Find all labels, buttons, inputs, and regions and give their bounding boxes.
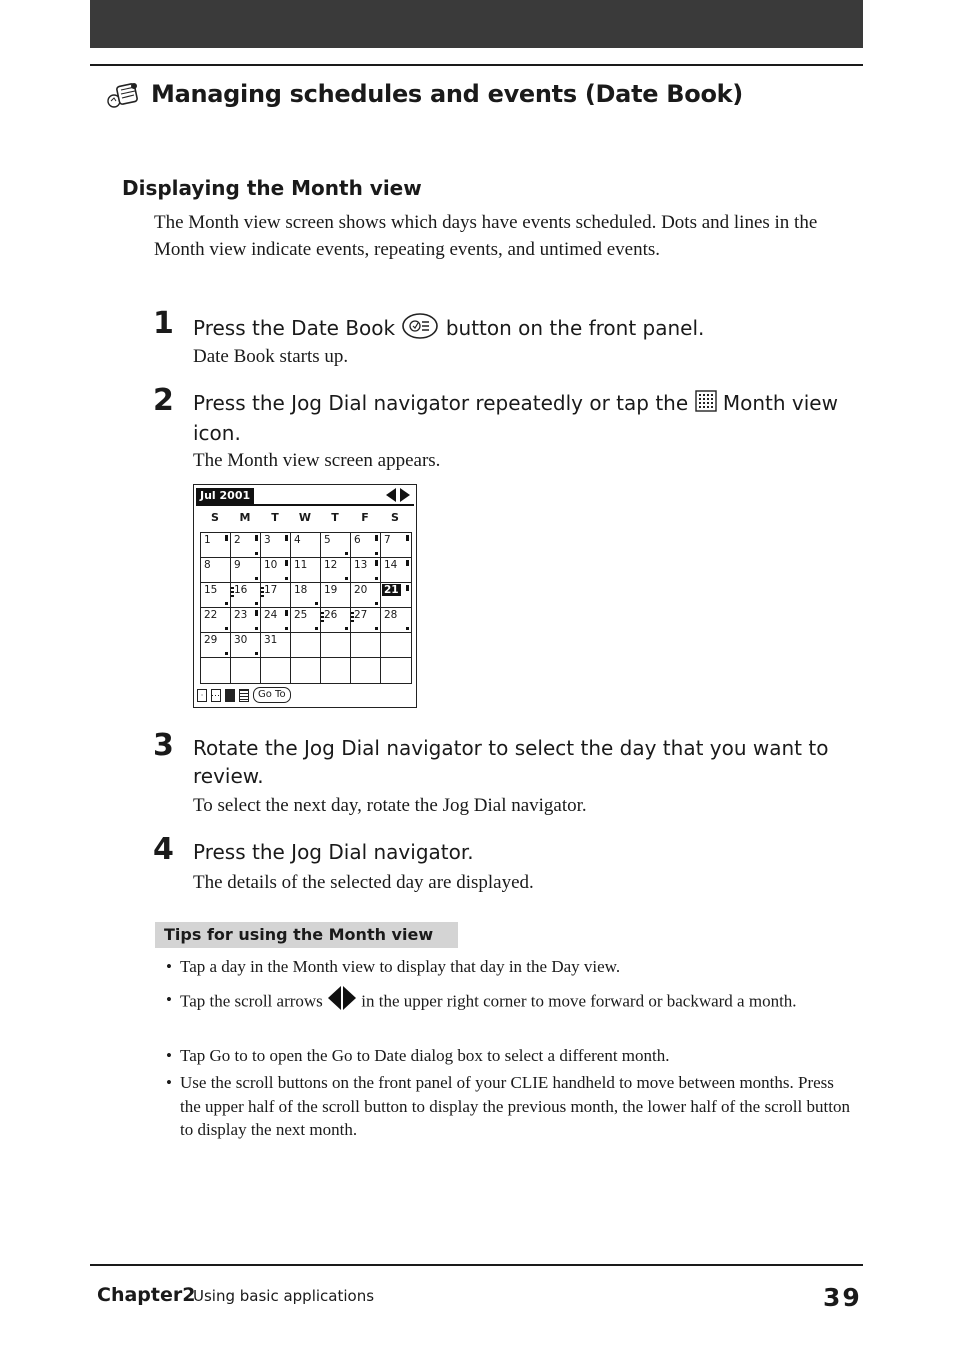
event-bar bbox=[285, 560, 288, 566]
tips-label: Tips for using the Month view bbox=[155, 922, 458, 948]
weekday-label: S bbox=[211, 511, 219, 524]
calendar-day[interactable] bbox=[321, 583, 351, 608]
intro-paragraph: The Month view screen shows which days have events scheduled. Dots and lines in the Month view indicate events, repeating events, and untimed events. bbox=[154, 212, 818, 260]
scroll-arrows-icon bbox=[327, 985, 357, 1020]
event-dot bbox=[225, 602, 228, 605]
calendar-day[interactable] bbox=[261, 608, 291, 633]
calendar-empty-cell bbox=[291, 633, 321, 658]
calendar-day[interactable] bbox=[321, 558, 351, 583]
calendar-day-number: 9 bbox=[234, 559, 241, 571]
calendar-day-number: 8 bbox=[204, 559, 211, 571]
event-dot bbox=[255, 627, 258, 630]
calendar-day[interactable] bbox=[291, 608, 321, 633]
date-book-button-icon bbox=[401, 312, 439, 347]
event-dot bbox=[315, 627, 318, 630]
event-dot bbox=[255, 602, 258, 605]
repeating-event-marker bbox=[321, 612, 324, 624]
calendar-empty-cell bbox=[261, 658, 291, 683]
event-dot bbox=[255, 577, 258, 580]
scroll-left-arrow-icon[interactable] bbox=[386, 488, 396, 502]
calendar-day-number: 23 bbox=[234, 609, 248, 621]
calendar-day-number: 1 bbox=[204, 534, 211, 546]
event-bar bbox=[375, 560, 378, 566]
go-to-button[interactable]: Go To bbox=[253, 687, 291, 703]
weekday-label: T bbox=[271, 511, 279, 524]
calendar-day[interactable] bbox=[291, 583, 321, 608]
calendar-day[interactable] bbox=[261, 583, 291, 608]
calendar-day[interactable] bbox=[231, 633, 261, 658]
calendar-day[interactable] bbox=[231, 558, 261, 583]
event-dot bbox=[255, 652, 258, 655]
calendar-day-number: 13 bbox=[354, 559, 368, 571]
calendar-day-number: 22 bbox=[204, 609, 218, 621]
section-title-text: Managing schedules and events (Date Book) bbox=[151, 80, 743, 108]
month-view-screen bbox=[193, 484, 417, 708]
calendar-day-number: 27 bbox=[354, 609, 368, 621]
step-3-description: To select the next day, rotate the Jog Dial navigator. bbox=[193, 795, 587, 816]
calendar-day[interactable] bbox=[381, 583, 411, 608]
calendar-day[interactable] bbox=[381, 533, 411, 558]
top-header-bar bbox=[90, 0, 863, 48]
calendar-day-number: 15 bbox=[204, 584, 218, 596]
calendar-day-number: 26 bbox=[324, 609, 338, 621]
calendar-day-number: 17 bbox=[264, 584, 278, 596]
calendar-day-number: 28 bbox=[384, 609, 398, 621]
date-book-app-icon bbox=[105, 79, 143, 109]
calendar-day[interactable] bbox=[321, 608, 351, 633]
calendar-empty-cell bbox=[381, 658, 411, 683]
calendar-day-number: 2 bbox=[234, 534, 241, 546]
weekday-label: S bbox=[391, 511, 399, 524]
week-view-icon[interactable] bbox=[211, 689, 221, 702]
header-rule bbox=[90, 64, 863, 66]
step-1-description: Date Book starts up. bbox=[193, 346, 349, 367]
calendar-day[interactable] bbox=[261, 633, 291, 658]
calendar-day-number: 14 bbox=[384, 559, 398, 571]
event-dot bbox=[375, 552, 378, 555]
scroll-arrows[interactable] bbox=[386, 488, 410, 502]
step-1-number: 1 bbox=[153, 306, 174, 341]
event-bar bbox=[285, 535, 288, 541]
step-4-number: 4 bbox=[153, 832, 174, 867]
event-bar bbox=[255, 610, 258, 616]
event-dot bbox=[345, 552, 348, 555]
calendar-day-number: 24 bbox=[264, 609, 278, 621]
repeating-event-marker bbox=[351, 612, 354, 624]
calendar-day[interactable] bbox=[201, 558, 231, 583]
calendar-day[interactable] bbox=[201, 583, 231, 608]
calendar-day-number: 31 bbox=[264, 634, 278, 646]
step-1-text: Press the Date Book button on the front panel. bbox=[193, 312, 858, 347]
calendar-day-number: 25 bbox=[294, 609, 308, 621]
event-bar bbox=[375, 535, 378, 541]
calendar-empty-cell bbox=[381, 633, 411, 658]
view-toolbar bbox=[197, 687, 291, 703]
calendar-day-number: 3 bbox=[264, 534, 271, 546]
calendar-day[interactable] bbox=[351, 608, 381, 633]
step-2-description: The Month view screen appears. bbox=[193, 450, 441, 471]
calendar-day[interactable] bbox=[381, 558, 411, 583]
day-view-icon[interactable]: · bbox=[197, 689, 207, 702]
calendar-day-number: 12 bbox=[324, 559, 338, 571]
event-dot bbox=[375, 577, 378, 580]
calendar-day[interactable] bbox=[291, 533, 321, 558]
event-dot bbox=[285, 577, 288, 580]
weekday-label: M bbox=[239, 511, 251, 524]
step-3-number: 3 bbox=[153, 728, 174, 763]
weekday-label: F bbox=[361, 511, 369, 524]
scroll-right-arrow-icon[interactable] bbox=[400, 488, 410, 502]
calendar-empty-cell bbox=[291, 658, 321, 683]
section-title bbox=[105, 76, 743, 112]
calendar-day[interactable] bbox=[321, 533, 351, 558]
event-dot bbox=[255, 552, 258, 555]
calendar-day[interactable] bbox=[201, 633, 231, 658]
month-title: Jul 2001 bbox=[196, 488, 254, 504]
repeating-event-marker bbox=[261, 587, 264, 599]
calendar-day[interactable] bbox=[231, 533, 261, 558]
footer-rule bbox=[90, 1264, 863, 1266]
event-bar bbox=[255, 535, 258, 541]
month-view-button-icon[interactable] bbox=[225, 689, 235, 702]
event-dot bbox=[225, 627, 228, 630]
step-2-number: 2 bbox=[153, 383, 174, 418]
calendar-day[interactable] bbox=[291, 558, 321, 583]
calendar-day-number: 5 bbox=[324, 534, 331, 546]
repeating-event-marker bbox=[231, 587, 234, 599]
step-4-text: Press the Jog Dial navigator. bbox=[193, 840, 474, 864]
event-dot bbox=[225, 652, 228, 655]
step-3-text: Rotate the Jog Dial navigator to select the day that you want to review. bbox=[193, 736, 829, 788]
calendar-day-number: 20 bbox=[354, 584, 368, 596]
footer-chapter-title: Using basic applications bbox=[193, 1287, 375, 1305]
calendar-empty-cell bbox=[231, 658, 261, 683]
event-dot bbox=[315, 602, 318, 605]
event-bar bbox=[285, 610, 288, 616]
calendar-day-number: 21 bbox=[384, 584, 399, 596]
calendar-empty-cell bbox=[321, 658, 351, 683]
step-4-description: The details of the selected day are displayed. bbox=[193, 872, 534, 893]
calendar-day-number: 11 bbox=[294, 559, 308, 571]
calendar-grid bbox=[200, 532, 412, 684]
event-dot bbox=[345, 627, 348, 630]
event-dot bbox=[285, 627, 288, 630]
calendar-day[interactable] bbox=[201, 533, 231, 558]
weekday-label: W bbox=[298, 511, 312, 524]
subsection-title: Displaying the Month view bbox=[122, 176, 422, 200]
calendar-day[interactable] bbox=[201, 608, 231, 633]
weekday-label: T bbox=[331, 511, 339, 524]
footer-chapter: Chapter2 bbox=[97, 1284, 196, 1306]
calendar-day-number: 4 bbox=[294, 534, 301, 546]
calendar-day[interactable] bbox=[261, 533, 291, 558]
event-dot bbox=[345, 577, 348, 580]
event-dot bbox=[375, 627, 378, 630]
calendar-day[interactable] bbox=[381, 608, 411, 633]
calendar-day-number: 16 bbox=[234, 584, 248, 596]
calendar-day[interactable] bbox=[231, 608, 261, 633]
calendar-day-number: 19 bbox=[324, 584, 338, 596]
step-2-text: Press the Jog Dial navigator repeatedly or tap the Month view icon. bbox=[193, 391, 838, 445]
page-number: 39 bbox=[823, 1283, 862, 1312]
event-dot bbox=[406, 627, 409, 630]
calendar-day-number: 29 bbox=[204, 634, 218, 646]
event-bar bbox=[406, 535, 409, 541]
title-rule bbox=[196, 504, 414, 506]
calendar-day[interactable] bbox=[231, 583, 261, 608]
calendar-empty-cell bbox=[351, 658, 381, 683]
event-dot bbox=[375, 602, 378, 605]
event-bar bbox=[225, 535, 228, 541]
month-view-icon bbox=[695, 390, 717, 419]
calendar-day[interactable] bbox=[351, 583, 381, 608]
calendar-empty-cell bbox=[351, 633, 381, 658]
calendar-day-number: 6 bbox=[354, 534, 361, 546]
calendar-day-number: 10 bbox=[264, 559, 278, 571]
agenda-view-icon[interactable] bbox=[239, 689, 249, 702]
calendar-empty-cell bbox=[321, 633, 351, 658]
calendar-day-number: 30 bbox=[234, 634, 248, 646]
event-bar bbox=[406, 560, 409, 566]
calendar-day[interactable] bbox=[261, 558, 291, 583]
calendar-day-number: 7 bbox=[384, 534, 391, 546]
calendar-day[interactable] bbox=[351, 558, 381, 583]
calendar-day-number: 18 bbox=[294, 584, 308, 596]
calendar-empty-cell bbox=[201, 658, 231, 683]
event-bar bbox=[406, 585, 409, 591]
calendar-day[interactable] bbox=[351, 533, 381, 558]
